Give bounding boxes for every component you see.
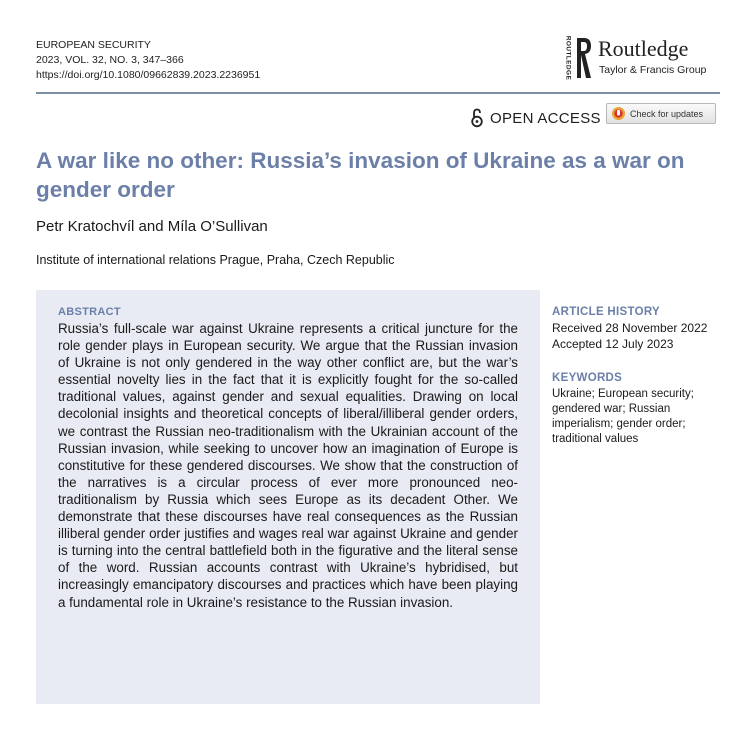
- publisher-subtitle: Taylor & Francis Group: [599, 64, 707, 76]
- check-updates-label: Check for updates: [630, 108, 704, 119]
- open-access-badge: [470, 107, 601, 129]
- check-updates-button[interactable]: [606, 103, 716, 124]
- open-access-label: OPEN ACCESS: [490, 109, 601, 127]
- journal-doi[interactable]: https://doi.org/10.1080/09662839.2023.2236951: [36, 69, 261, 81]
- abstract-text: Russia’s full-scale war against Ukraine represents a critical juncture for the role gender plays in European security. We argue that the Russian invasion of Ukraine is not only gendered in the way other conflict are, but the war’s essential novelty lies in the fact that it is explicitly fought for the so-called traditional values, against gender and sexual equalities. Drawing on local decolonial insights and theoretical concepts of liberal/illiberal gender orders, we contrast the Russian neo-traditionalism with the Ukrainian account of the Russian invasion, while seeking to uncover how an imagination of Europe is constitutive for these gendered discourses. We show that the construction of the narratives is a circular process of ever more pronounced neo-traditionalism by Russia which sees Europe as its decadent Other. We demonstrate that these discourses have real consequences as the Russian illiberal gender order justifies and wages real war against Ukraine and gender is turning into the central battlefield both in the figurative and the literal sense of the word. Russian accounts contrast with Ukraine’s hybridised, but increasingly emancipatory discourses and practices which have been playing a fundamental role in Ukraine’s resistance to the Russian invasion.: [58, 321, 518, 610]
- article-history: [552, 305, 742, 352]
- keywords-section: [552, 371, 742, 447]
- journal-meta: [36, 38, 260, 83]
- accepted-date: Accepted 12 July 2023: [552, 337, 674, 351]
- journal-name: EUROPEAN SECURITY: [36, 39, 151, 51]
- publisher-name: Routledge: [598, 36, 689, 61]
- routledge-logo-icon: [575, 36, 593, 80]
- article-history-heading: ARTICLE HISTORY: [552, 306, 661, 318]
- author-affiliation: Institute of international relations Prague, Praha, Czech Republic: [36, 253, 395, 267]
- check-updates-icon: [611, 106, 626, 121]
- header-rule: [36, 92, 720, 94]
- publisher-logo: [562, 34, 722, 84]
- received-date: Received 28 November 2022: [552, 321, 708, 335]
- article-title: A war like no other: Russia’s invasion of Ukraine as a war on gender order: [36, 148, 685, 202]
- publisher-vertical-label: ROUTLEDGE: [564, 35, 572, 81]
- abstract-heading: ABSTRACT: [58, 306, 121, 318]
- keywords-heading: KEYWORDS: [552, 372, 623, 384]
- journal-citation: 2023, VOL. 32, NO. 3, 347–366: [36, 54, 184, 66]
- open-lock-icon: [470, 108, 484, 128]
- article-authors: Petr Kratochvíl and Míla O’Sullivan: [36, 218, 268, 235]
- keywords-list: Ukraine; European security; gendered war; Russian imperialism; gender order; traditional values: [552, 388, 694, 445]
